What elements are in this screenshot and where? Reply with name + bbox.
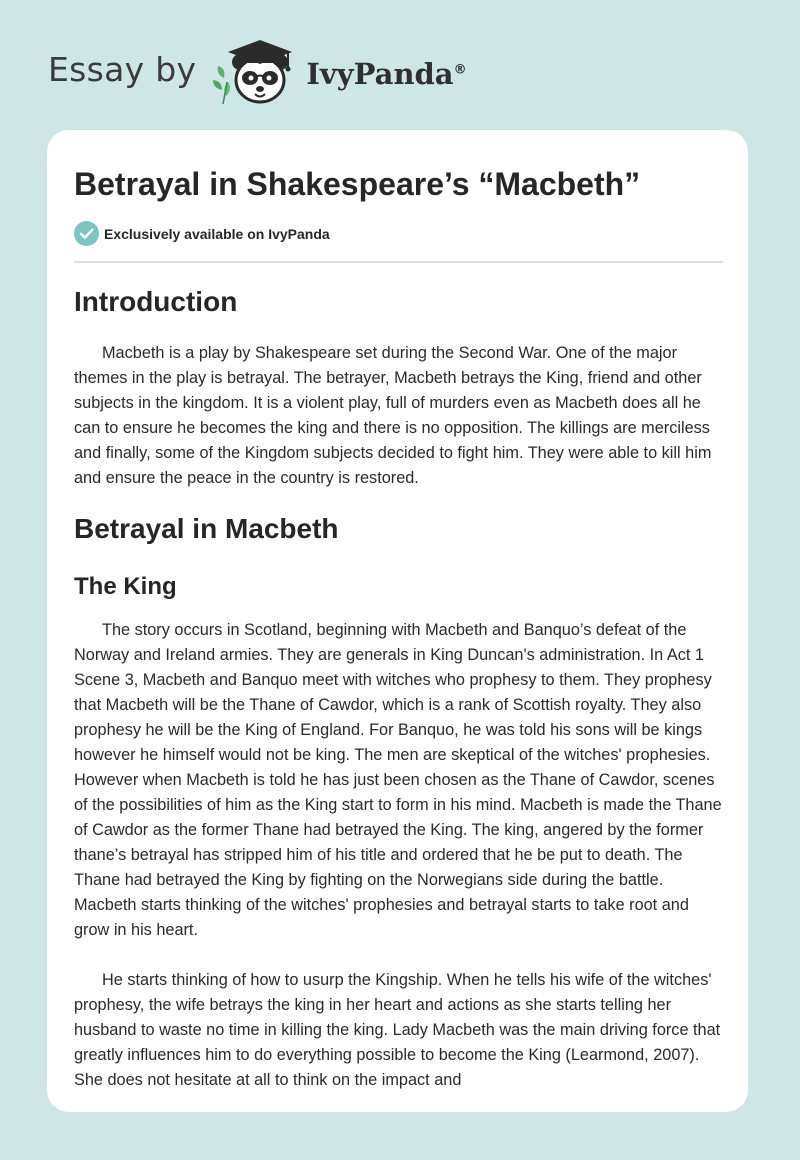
exclusive-badge — [74, 221, 330, 246]
brand-name: IvyPanda® — [306, 57, 467, 91]
check-circle-icon — [74, 221, 99, 246]
subheading-the-king: The King — [74, 573, 177, 600]
section-heading-betrayal: Betrayal in Macbeth — [74, 513, 339, 544]
essay-body — [74, 282, 723, 1093]
paragraph-king-2: He starts thinking of how to usurp the Kingship. When he tells his wife of the witches' prophesy, the wife betrays the king in her heart and actions as she starts telling her husband to waste no time in killing the king. Lady Macbeth was the main driving force that greatly influences him to do everything possible to become the King (Learmond, 2007). She does not hesitate at all to think on the impact and — [74, 971, 721, 1089]
essay-by-label: Essay by — [48, 49, 197, 89]
site-header — [48, 34, 467, 110]
paragraph-king-1: The story occurs in Scotland, beginning with Macbeth and Banquo’s defeat of the Norway and Ireland armies. They are generals in King Duncan's administration. In Act 1 Scene 3, Macbeth and Banquo meet with witches who prophesy to them. They prophesy that Macbeth will be the Thane of Cawdor, which is a rank of Scottish royalty. They also prophesy he will be the King of England. For Banquo, he was told his sons will be kings however he himself would not be king. The men are skeptical of the witches' prophesies. However when Macbeth is told he has just been chosen as the Thane of Cawdor, scenes of the possibilities of him as the King start to form in his mind. Macbeth is made the Thane of Cawdor as the former Thane had betrayed the King. The king, angered by the former thane’s betrayal has stripped him of his title and ordered that he be put to death. The Thane had betrayed the King by fighting on the Norwegians side during the battle. Macbeth starts thinking of the witches' prophesies and betrayal starts to take root and grow in his heart. — [74, 621, 722, 939]
panda-graduation-cap-logo-icon[interactable] — [210, 34, 302, 110]
essay-title: Betrayal in Shakespeare’s “Macbeth” — [74, 166, 641, 202]
paragraph-introduction: Macbeth is a play by Shakespeare set during the Second War. One of the major themes in the play is betrayal. The betrayer, Macbeth betrays the King, friend and other subjects in the kingdom. It is a violent play, full of murders even as Macbeth does all he can to ensure he becomes the king and there is no opposition. The killings are merciless and finally, some of the Kingdom subjects decided to fight him. They were able to kill him and ensure the peace in the country is restored. — [74, 344, 712, 487]
section-heading-introduction: Introduction — [74, 286, 238, 317]
title-divider — [74, 261, 723, 263]
essay-card — [47, 130, 748, 1112]
exclusive-badge-label: Exclusively available on IvyPanda — [104, 225, 330, 242]
